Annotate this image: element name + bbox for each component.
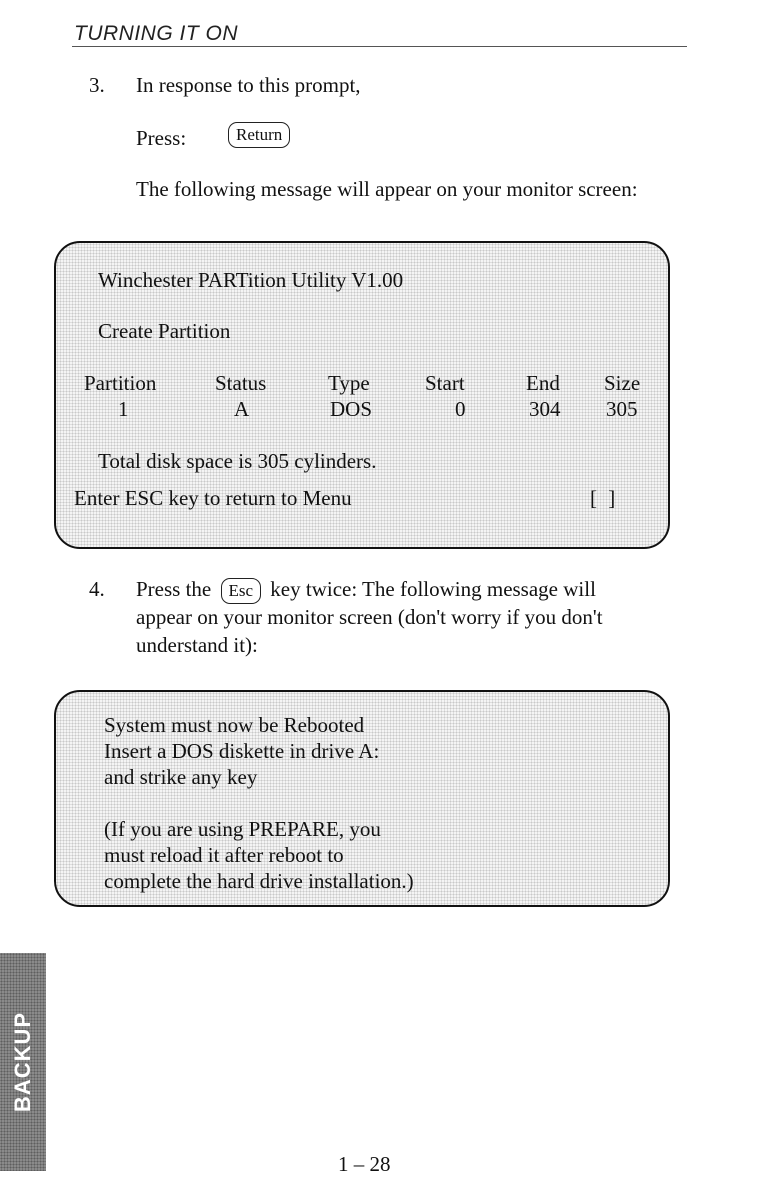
column-header-type: Type (328, 371, 370, 395)
step-4-line-3: understand it): (136, 633, 258, 657)
cell-start: 0 (455, 397, 466, 421)
step-4-line-2: appear on your monitor screen (don't worry if you don't (136, 605, 603, 629)
backup-side-tab (0, 953, 46, 1171)
header-rule (72, 46, 687, 47)
column-header-start: Start (425, 371, 465, 395)
esc-instruction-line: Enter ESC key to return to Menu (74, 486, 352, 510)
press-label: Press: (136, 126, 187, 150)
reboot-line-3: and strike any key (104, 765, 258, 789)
screen-subtitle: Create Partition (98, 319, 231, 343)
esc-keycap: Esc (221, 578, 262, 604)
section-header: TURNING IT ON (74, 22, 238, 45)
column-header-partition: Partition (84, 371, 157, 395)
step-3-number: 3. (89, 73, 105, 97)
partition-screen (54, 241, 670, 549)
cell-size: 305 (606, 397, 638, 421)
backup-tab-label: BACKUP (10, 1011, 35, 1113)
message-intro: The following message will appear on your monitor screen: (136, 177, 638, 201)
cell-status: A (234, 397, 250, 421)
step-4-text-after: key twice: The following message will (270, 577, 596, 601)
reboot-line-2: Insert a DOS diskette in drive A: (104, 739, 380, 763)
step-3-text: In response to this prompt, (136, 73, 361, 97)
return-keycap: Return (228, 122, 290, 148)
step-4-number: 4. (89, 577, 105, 601)
screen-title: Winchester PARTition Utility V1.00 (98, 268, 404, 292)
return-key (224, 122, 294, 148)
column-header-status: Status (215, 371, 267, 395)
step-4-text-before: Press the (136, 577, 212, 601)
column-header-size: Size (604, 371, 641, 395)
cell-partition: 1 (118, 397, 129, 421)
cell-type: DOS (330, 397, 373, 421)
reboot-screen (54, 690, 670, 907)
reboot-line-6: complete the hard drive installation.) (104, 869, 414, 893)
input-bracket: [ ] (590, 486, 619, 510)
step-4-line-1 (136, 575, 596, 604)
reboot-line-1: System must now be Rebooted (104, 713, 365, 737)
total-disk-line: Total disk space is 305 cylinders. (98, 449, 377, 473)
column-header-end: End (526, 371, 560, 395)
reboot-line-4: (If you are using PREPARE, you (104, 817, 381, 841)
cell-end: 304 (529, 397, 561, 421)
reboot-line-5: must reload it after reboot to (104, 843, 344, 867)
page-number: 1 – 28 (338, 1152, 391, 1176)
